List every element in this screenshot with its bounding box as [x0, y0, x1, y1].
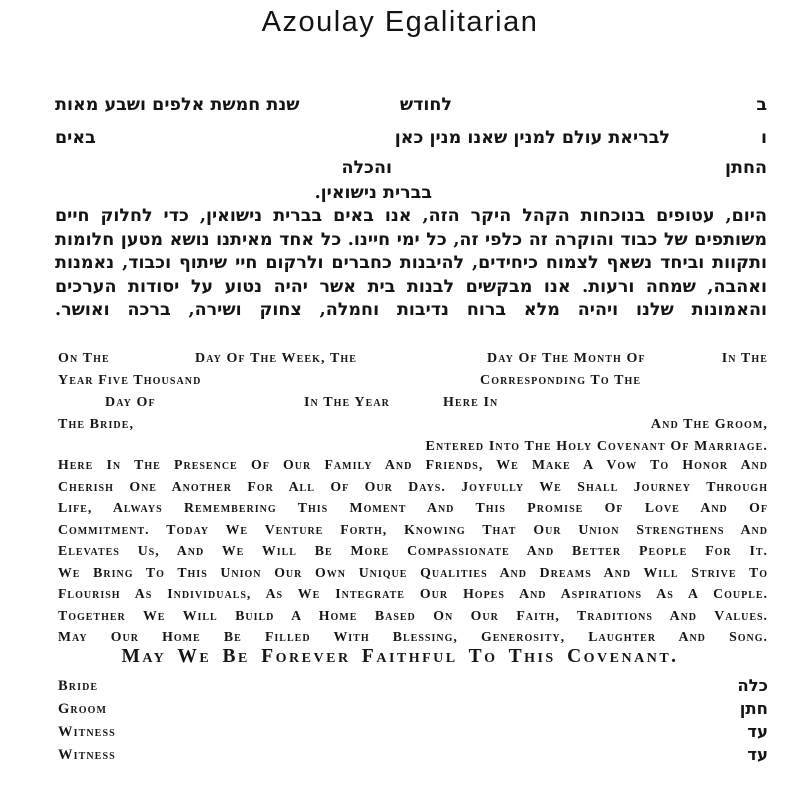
and-the-groom-label: And The Groom, — [650, 417, 768, 432]
day-of-month-label: Day Of The Month Of — [487, 351, 646, 366]
hebrew-year-label: שנת חמשת אלפים ושבע מאות — [55, 95, 300, 115]
signature-block — [58, 676, 768, 768]
witness-signature-label: Witness — [58, 747, 116, 763]
hebrew-covenant-label: בברית נישואין. — [314, 183, 432, 203]
corresponding-label: Corresponding To The — [480, 373, 642, 388]
signature-row-groom — [58, 699, 768, 722]
on-the-label: On The — [58, 351, 110, 366]
groom-signature-label: Groom — [58, 701, 107, 717]
hebrew-groom-label: החתן — [724, 158, 767, 178]
english-date-line-2 — [0, 372, 800, 390]
entered-covenant-label: Entered Into The Holy Covenant Of Marriage. — [425, 439, 768, 454]
here-in-label: Here In — [443, 395, 499, 410]
english-paragraph-line: Flourish As Individuals, As We Integrate Our Hopes And Aspirations As A Couple. — [58, 586, 768, 601]
english-date-line-4 — [0, 416, 800, 434]
day-of-week-label: Day Of The Week, The — [195, 351, 358, 366]
witness-signature-label-hebrew: עד — [747, 745, 768, 764]
page-title: Azoulay Egalitarian — [261, 6, 539, 38]
english-paragraph-line: May Our Home Be Filled With Blessing, Generosity, Laughter And Song. — [58, 629, 768, 644]
hebrew-paragraph-line: ואהבה, שמחה ורעות. אנו מבקשים לבנות בית אשר יהיה נטוע על יסודות הערכים — [55, 276, 767, 297]
groom-signature-label-hebrew: חתן — [739, 699, 768, 718]
english-paragraph — [58, 454, 768, 648]
hebrew-date-line-3 — [55, 156, 767, 182]
hebrew-era-prefix: ו — [760, 128, 767, 148]
hebrew-date-line-2 — [55, 126, 767, 152]
english-paragraph-line: Commitment. Today We Venture Forth, Knowing That Our Union Strengthens And — [58, 521, 768, 537]
english-date-line-3 — [0, 394, 800, 412]
signature-row-witness-1 — [58, 722, 768, 745]
in-the-label: In The — [721, 351, 768, 366]
english-date-line-1 — [0, 350, 800, 368]
hebrew-coming-label: באים — [55, 128, 96, 148]
hebrew-paragraph-line: משותפים של כבוד והוקרה זה כלפי זה, כל ימי חיינו. כל אחד מאיתנו נושא מטען חלומות — [55, 229, 767, 250]
english-paragraph-line: Together We Will Build A Home Based On Our Faith, Traditions And Values. — [58, 607, 768, 623]
english-paragraph-line: Elevates Us, And We Will Be More Compassionate And Better People For It. — [58, 543, 768, 558]
year-five-thousand-label: Year Five Thousand — [58, 373, 202, 388]
signature-row-witness-2 — [58, 745, 768, 768]
witness-signature-label: Witness — [58, 724, 116, 740]
english-paragraph-line: Life, Always Remembering This Moment And This Promise Of Love And Of — [58, 500, 768, 515]
hebrew-month-label: לחודש — [399, 95, 452, 115]
hebrew-date-line-1 — [55, 93, 767, 119]
hebrew-paragraph — [55, 205, 767, 323]
in-the-year-label: In The Year — [304, 395, 391, 410]
covenant-declaration: May We Be Forever Faithful To This Covenant. — [121, 646, 679, 667]
witness-signature-label-hebrew: עד — [747, 722, 768, 741]
day-of-label: Day Of — [105, 395, 156, 410]
english-paragraph-line: Here In The Presence Of Our Family And Friends, We Make A Vow To Honor And — [58, 457, 768, 472]
signature-row-bride — [58, 676, 768, 699]
hebrew-day-prefix: ב — [756, 95, 767, 115]
hebrew-paragraph-line: היום, עטופים בנוכחות הקהל היקר הזה, אנו באים בברית נישואין, כדי לחלוק חיים — [55, 206, 767, 226]
hebrew-date-line-4 — [55, 181, 767, 207]
hebrew-paragraph-line: ותקוות וביחד נשאף לצמוח כיחידים, להיבנות כחברים ולרקום חיי שיתוף וכבוד, נאמנות — [55, 253, 767, 274]
hebrew-creation-count-label: לבריאת עולם למנין שאנו מנין כאן — [394, 128, 670, 148]
the-bride-label: The Bride, — [58, 417, 135, 432]
hebrew-paragraph-line: והאמונות שלנו ויהיה מלא ברוח נדיבות וחמלה, צחוק ושירה, ברכה ואושר. — [55, 300, 767, 321]
bride-signature-label-hebrew: כלה — [737, 676, 768, 695]
english-paragraph-line: We Bring To This Union Our Own Unique Qualities And Dreams And Will Strive To — [58, 564, 768, 580]
hebrew-bride-label: והכלה — [341, 158, 392, 178]
bride-signature-label: Bride — [58, 678, 99, 694]
english-paragraph-line: Cherish One Another For All Of Our Days. Joyfully We Shall Journey Through — [58, 478, 768, 494]
